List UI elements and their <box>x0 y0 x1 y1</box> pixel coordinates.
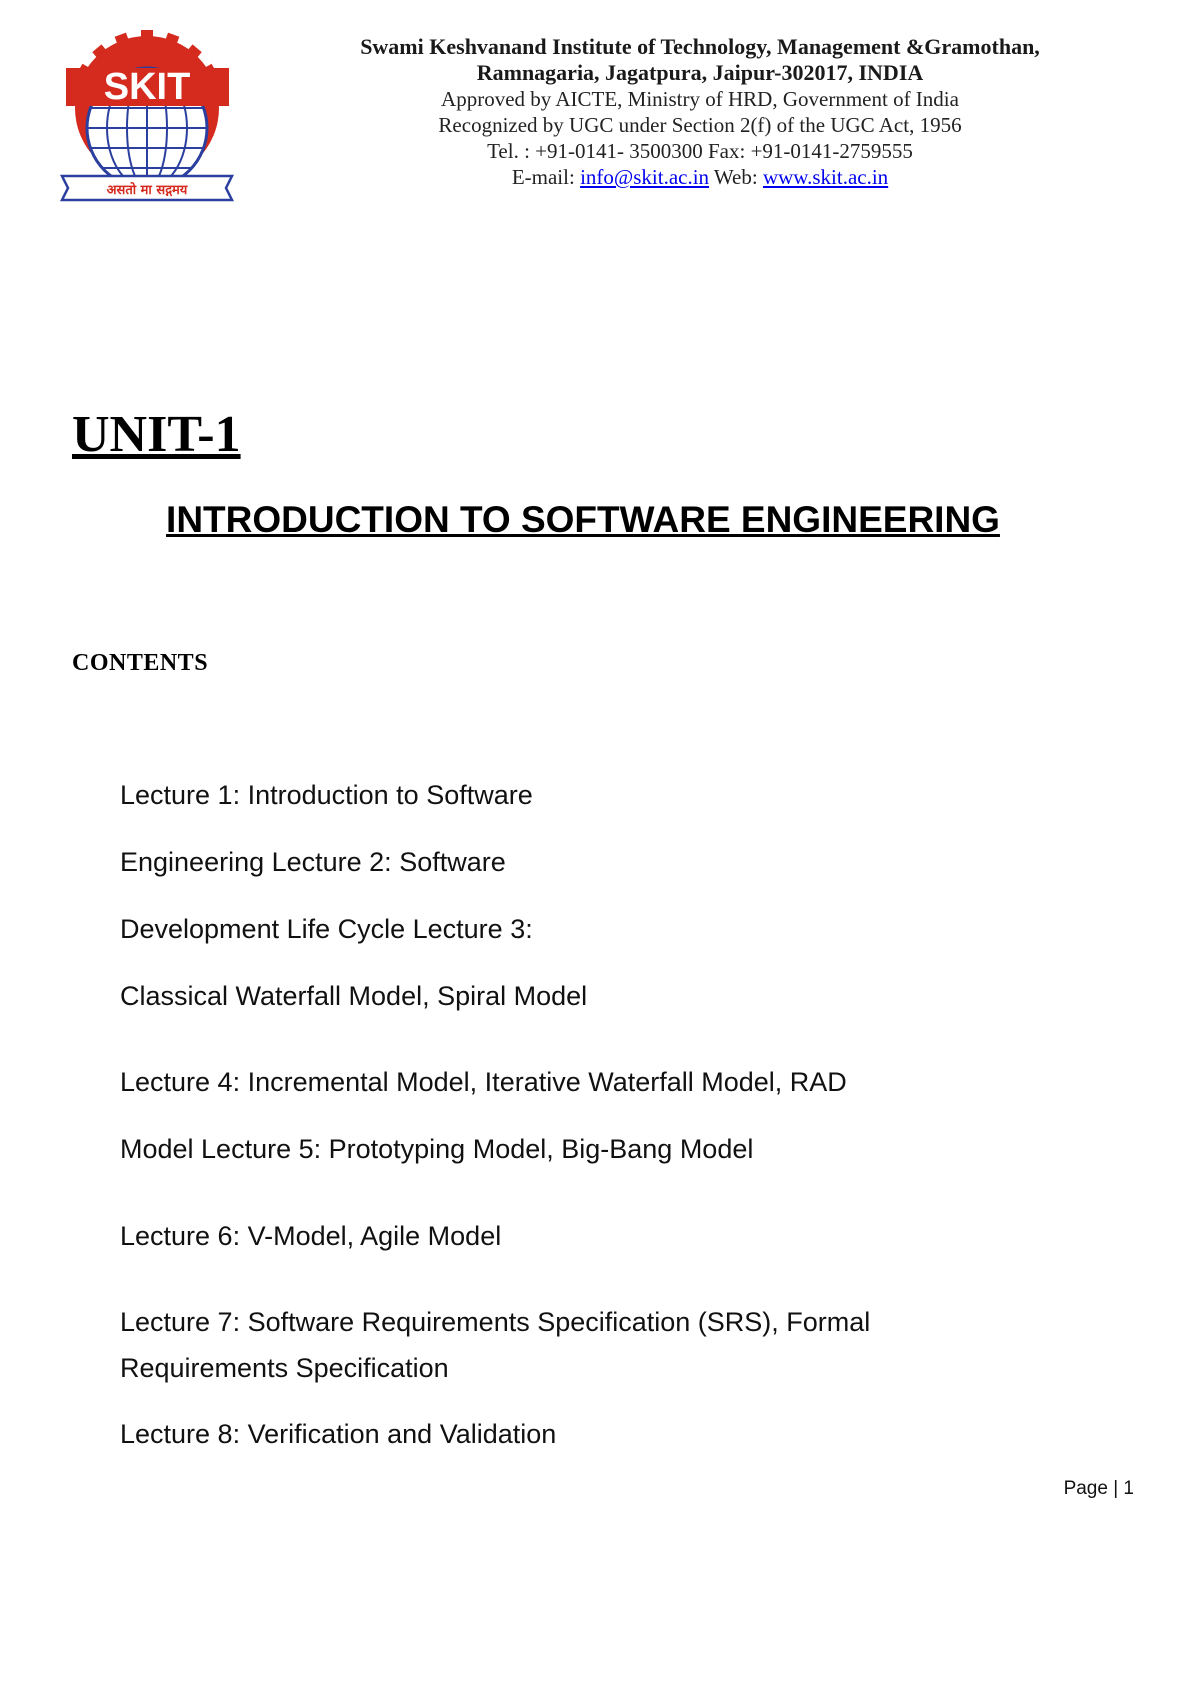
page-number: Page | 1 <box>1063 1478 1134 1499</box>
toc-line: Classical Waterfall Model, Spiral Model <box>120 981 588 1011</box>
email-label: E-mail: <box>511 165 575 189</box>
institute-address: Ramnagaria, Jagatpura, Jaipur-302017, INDIA <box>476 60 924 85</box>
toc-line: Lecture 1: Introduction to Software <box>120 780 533 810</box>
toc-line: Engineering Lecture 2: Software <box>120 847 506 877</box>
toc-line: Model Lecture 5: Prototyping Model, Big-Bang Model <box>120 1134 754 1164</box>
institute-name: Swami Keshvanand Institute of Technology, Management &Gramothan, <box>360 34 1040 59</box>
toc-line: Lecture 7: Software Requirements Specification (SRS), Formal <box>120 1307 871 1337</box>
approval-line: Approved by AICTE, Ministry of HRD, Government of India <box>441 87 959 111</box>
toc-line: Lecture 8: Verification and Validation <box>120 1419 557 1449</box>
toc-line: Requirements Specification <box>120 1353 449 1383</box>
email-link[interactable]: info@skit.ac.in <box>580 165 710 189</box>
logo-motto: असतो मा सद्गमय <box>106 183 188 198</box>
toc-line: Lecture 4: Incremental Model, Iterative Waterfall Model, RAD <box>120 1067 847 1097</box>
toc-line: Lecture 6: V-Model, Agile Model <box>120 1221 502 1251</box>
skit-logo <box>60 28 235 208</box>
contact-email-web <box>250 164 1150 190</box>
toc-line: Development Life Cycle Lecture 3: <box>120 914 533 944</box>
recognition-line: Recognized by UGC under Section 2(f) of the UGC Act, 1956 <box>438 113 962 137</box>
document-title: INTRODUCTION TO SOFTWARE ENGINEERING <box>166 499 1000 540</box>
letterhead <box>250 34 1150 190</box>
unit-title: UNIT-1 <box>72 406 241 463</box>
contact-phone: Tel. : +91-0141- 3500300 Fax: +91-0141-2759555 <box>487 139 913 163</box>
web-link[interactable]: www.skit.ac.in <box>762 165 889 189</box>
web-label: Web: <box>713 165 758 189</box>
contents-heading: CONTENTS <box>72 650 209 676</box>
logo-text: SKIT <box>103 66 191 108</box>
